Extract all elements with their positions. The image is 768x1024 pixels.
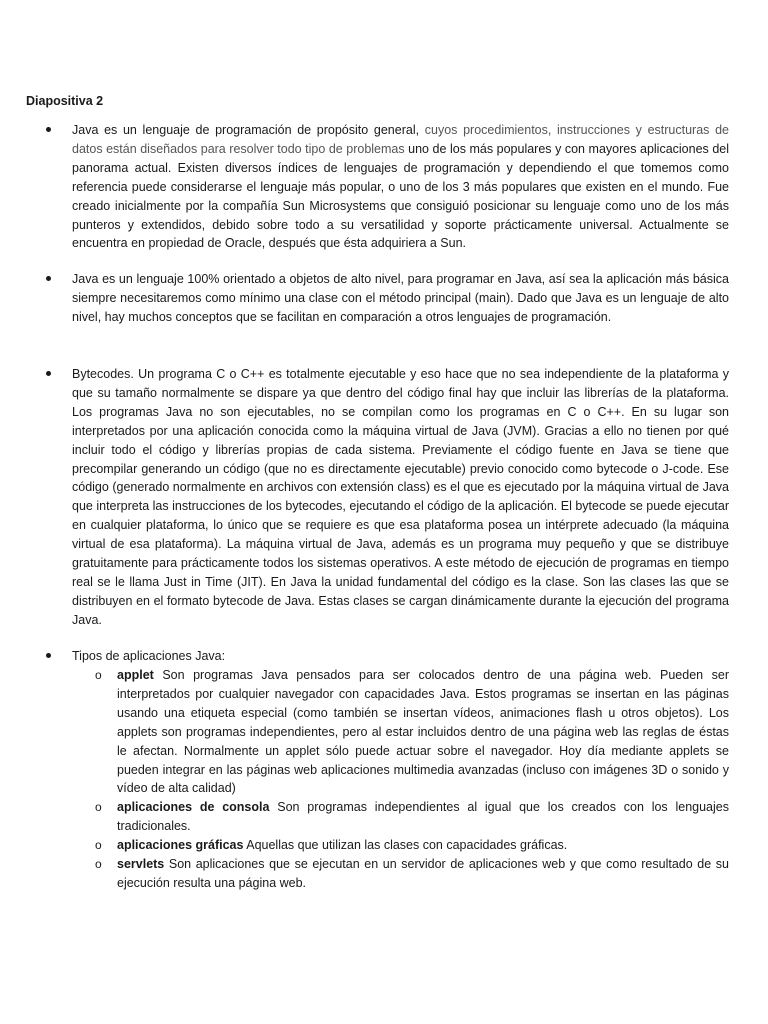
bullet-app-types <box>72 647 729 666</box>
bullet-dot-icon <box>46 127 51 132</box>
bullet-dot-icon <box>46 371 51 376</box>
bullet-dot-icon <box>46 276 51 281</box>
list-item-console <box>95 798 729 836</box>
circle-bullet-icon: o <box>95 857 102 872</box>
slide-title: Diapositiva 2 <box>26 94 104 108</box>
bullet-text: Java es un lenguaje 100% orientado a objetos de alto nivel, para programar en Java, así sea la aplicación más básica siempre necesitaremos como mínimo una clase con el método principal (main). Dado que Java es un lenguaje de alto nivel, hay muchos conceptos que se facilitan en comparación a otros lenguajes de programación. <box>72 272 729 324</box>
term-label: aplicaciones de consola <box>117 800 270 815</box>
term-description: Son programas Java pensados para ser colocados dentro de una página web. Pueden ser interpretados por cualquier navegador con capacidades Java. Estos programas se insertan en las páginas usando una etiqueta especial (como también se insertan vídeos, animaciones flash u otros objetos). Los applets son programas independientes, pero al estar incluidos dentro de una página web las reglas de éstas le afectan. Normalmente un applet sólo puede actuar sobre el navegador. Hoy día mediante applets se pueden integrar en las páginas web aplicaciones multimedia avanzadas (incluso con imágenes 3D o sonido y vídeo de alta calidad) <box>117 668 729 796</box>
bullet-text: Java es un lenguaje de programación de propósito general, <box>72 123 420 137</box>
bullet-text: Tipos de aplicaciones Java: <box>72 649 226 663</box>
app-types-list <box>95 666 729 893</box>
term-label: aplicaciones gráficas <box>117 838 244 853</box>
bullet-bytecodes <box>72 365 729 630</box>
term-description: Aquellas que utilizan las clases con capacidades gráficas. <box>243 838 568 853</box>
term-description: Son programas independientes al igual que los creados con los lenguajes tradicionales. <box>117 800 729 834</box>
list-item-servlets <box>95 855 729 893</box>
circle-bullet-icon: o <box>95 800 102 815</box>
bullet-text-muted: cuyos procedimientos, instrucciones y estructuras de datos están diseñados para resolver todo tipo de problemas <box>72 123 729 156</box>
bullet-java-overview <box>72 121 729 253</box>
term-label: servlets <box>117 857 165 872</box>
circle-bullet-icon: o <box>95 838 102 853</box>
bullet-dot-icon <box>46 653 51 658</box>
term-label: applet <box>117 668 154 682</box>
term-description: Son aplicaciones que se ejecutan en un servidor de aplicaciones web y que como resultado de su ejecución resulta una página web. <box>117 857 729 890</box>
bullet-text: uno de los más populares y con mayores aplicaciones del panorama actual. Existen diversos índices de lenguajes de programación y dependiendo el que tomemos como referencia puede considerarse el lenguaje más popular, o uno de los 3 más populares que existen en el mundo. Fue creado inicialmente por la compañía Sun Microsystems que consiguió posicionar su lenguaje como uno de los más punteros y extendidos, debido sobre todo a su versatilidad y soporte prácticamente universal. Actualmente se encuentra en propiedad de Oracle, después que ésta adquiriera a Sun. <box>72 141 729 251</box>
list-item-applet <box>95 666 729 798</box>
list-item-graphical <box>95 836 729 855</box>
bullet-text: Bytecodes. Un programa C o C++ es totalmente ejecutable y eso hace que no sea independiente de la plataforma y que su tamaño normalmente se dispare ya que dentro del código final hay que incluir las librerías de la plataforma. Los programas Java no son ejecutables, no se compilan como los programas en C o C++. En su lugar son interpretados por una aplicación conocida como la máquina virtual de Java (JVM). Gracias a ello no tienen por qué incluir todo el código y librerías propias de cada sistema. Previamente el código fuente en Java se tiene que precompilar generando un código (que no es directamente ejecutable) previo conocido como bytecode o J-code. Ese código (generado normalmente en archivos con extensión class) es el que es ejecutado por la máquina virtual de Java que interpreta las instrucciones de los bytecodes, ejecutando el código de la aplicación. El bytecode se puede ejecutar en cualquier plataforma, lo único que se requiere es que esa plataforma posea un intérprete adecuado (la máquina virtual de esa plataforma). La máquina virtual de Java, además es un programa muy pequeño y que se distribuye gratuitamente para prácticamente todos los sistemas operativos. A este método de ejecución de programas en tiempo real se le llama Just in Time (JIT). En Java la unidad fundamental del código es la clase. Son las clases las que se distribuyen en el formato bytecode de Java. Estas clases se cargan dinámicamente durante la ejecución del programa Java. <box>72 367 729 627</box>
bullet-object-oriented <box>72 270 729 327</box>
circle-bullet-icon: o <box>95 668 102 682</box>
